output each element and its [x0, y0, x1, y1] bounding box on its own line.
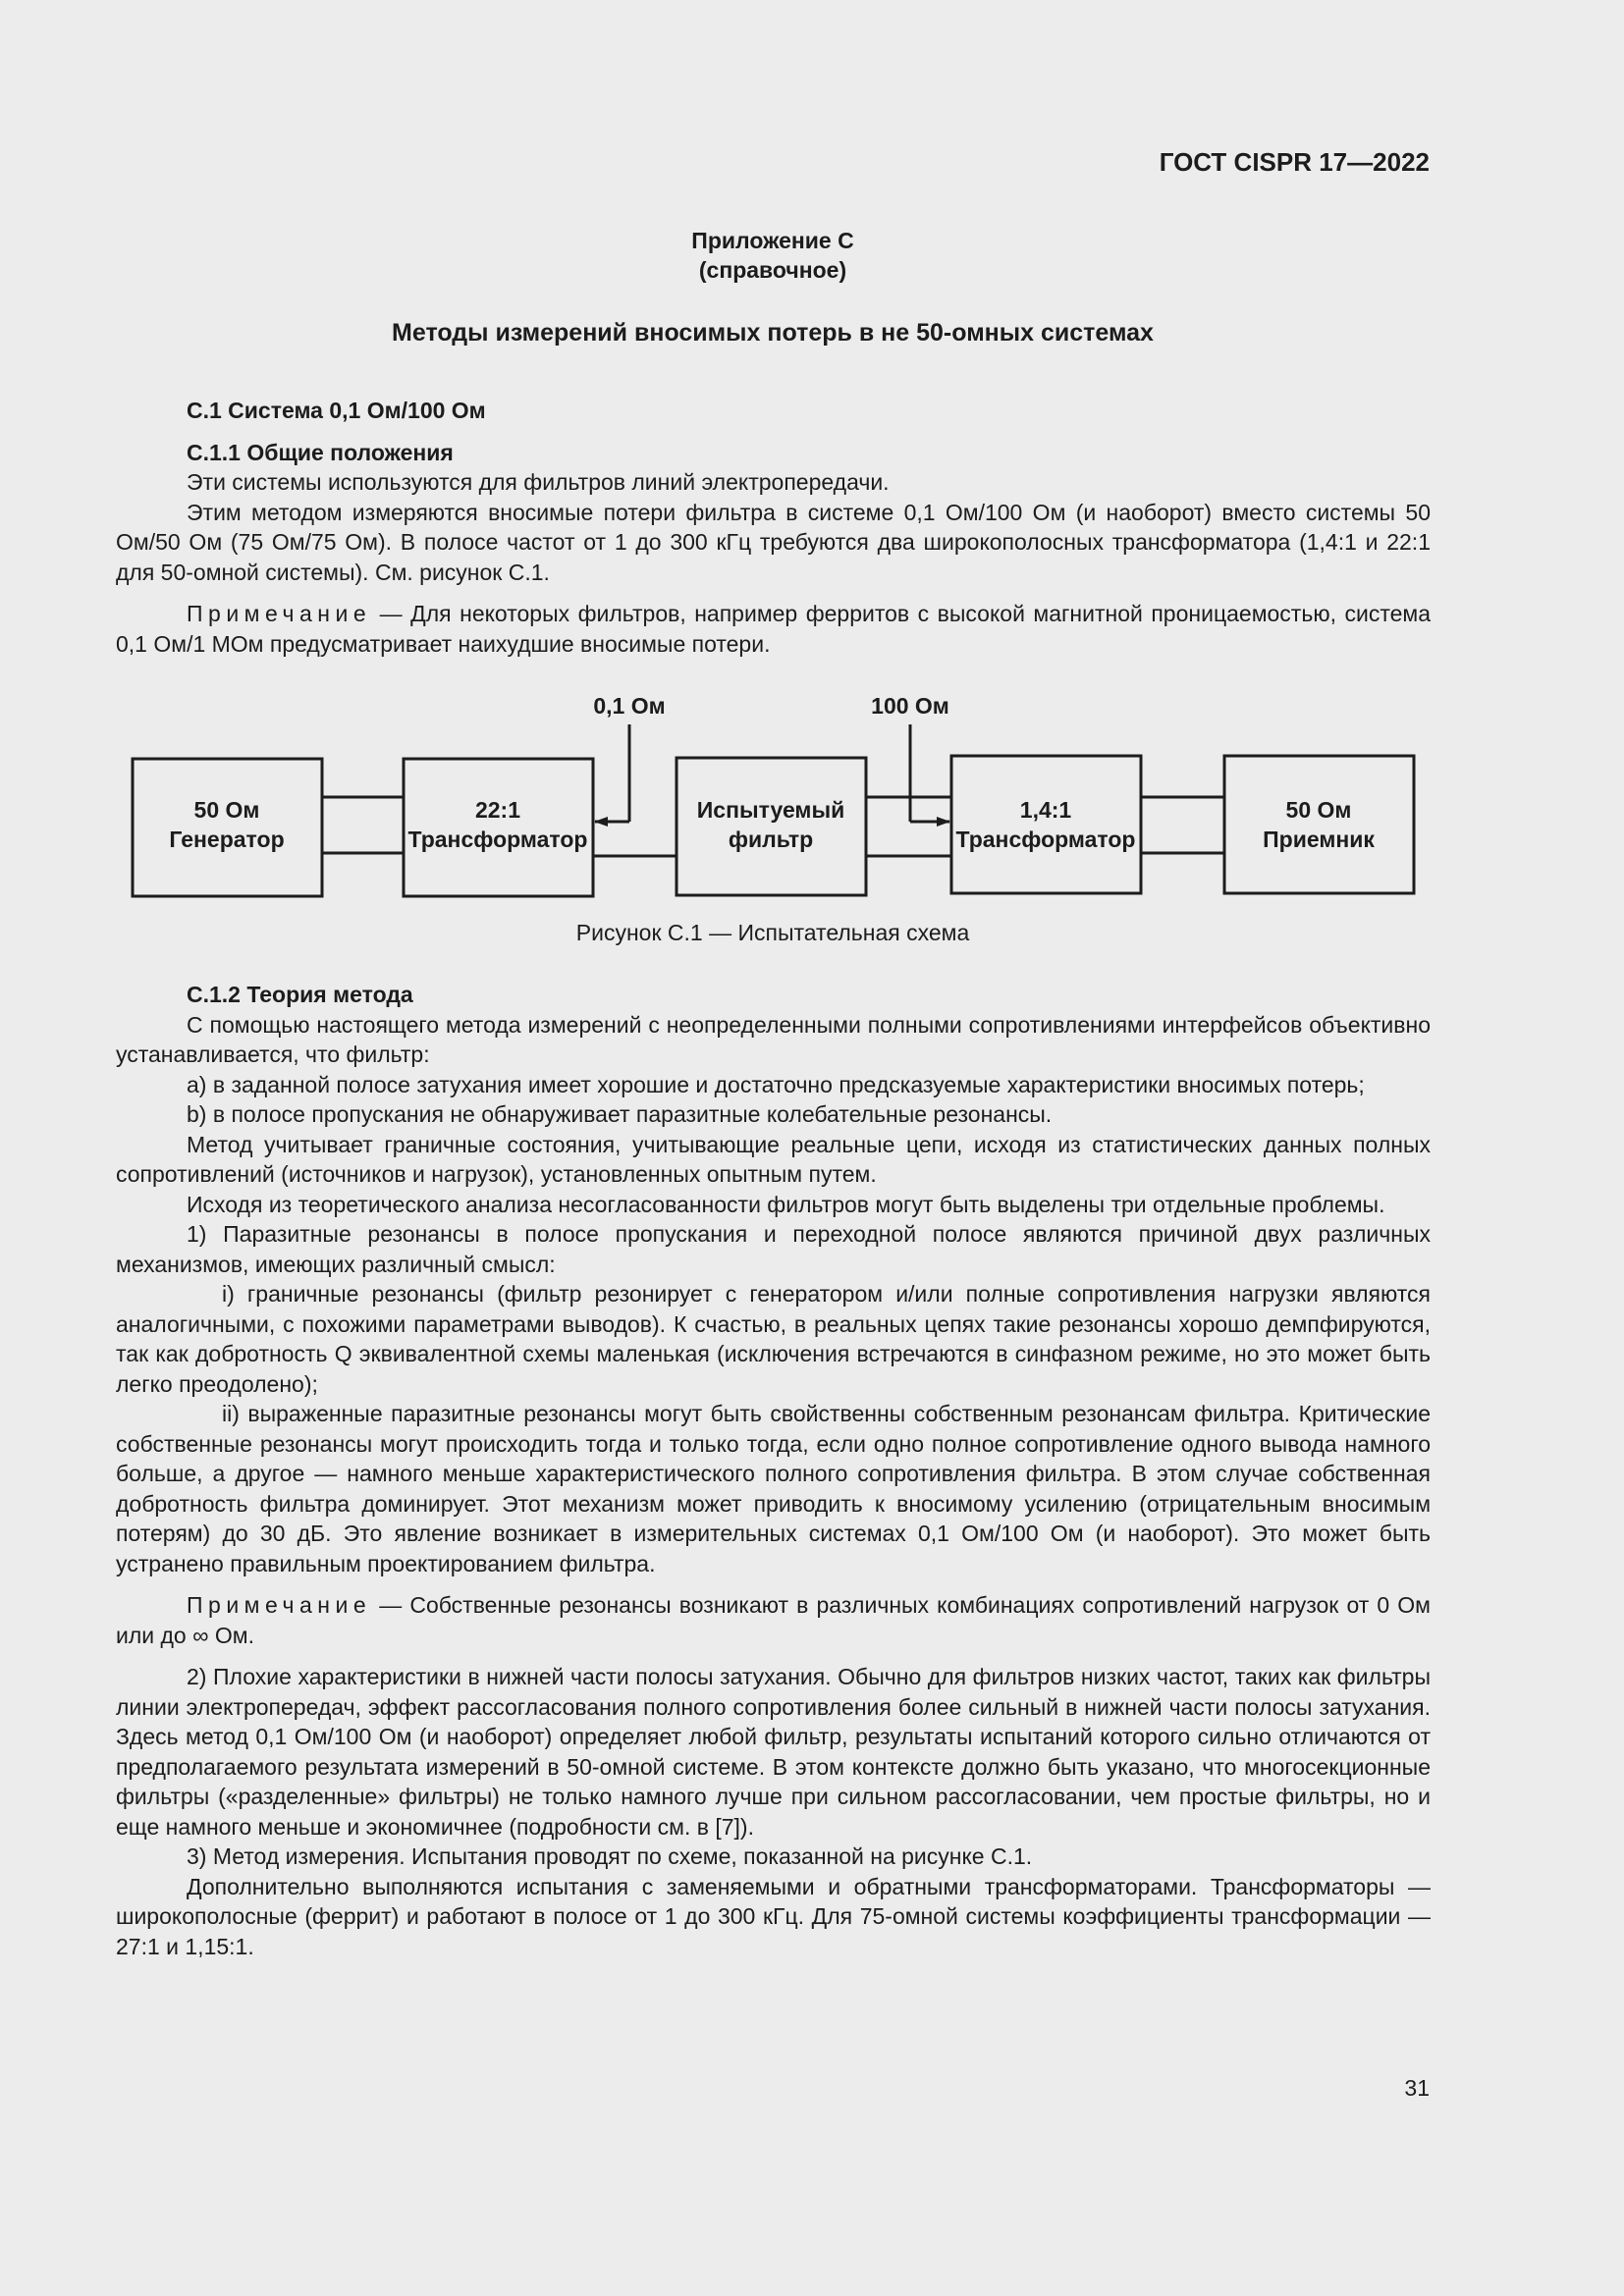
note-label: Примечание — [187, 1592, 372, 1618]
paragraph: Эти системы используются для фильтров линий электропередачи. — [187, 469, 890, 495]
subsection-heading: С.1.2 Теория метода — [187, 982, 413, 1007]
section-c1 — [116, 396, 1431, 659]
annex-title: Методы измерений вносимых потерь в не 50-омных системах — [392, 319, 1154, 347]
list-item: 2) Плохие характеристики в нижней части полосы затухания. Обычно для фильтров низких частот, таких как фильтры линии электропередач, эффект рассогласования полного сопротивления более сильный в нижней части полосы затухания. Здесь метод 0,1 Ом/100 Ом (и наоборот) определяет любой фильтр, результаты испытаний которого сильно отличаются от предполагаемого результата измерений в 50-омной системе. В этом контексте должно быть указано, что многосекционные фильтры («разделенные» фильтры) не только намного лучше при сильном рассогласовании, чем простые фильтры, но и еще намного меньше и экономичнее (подробности см. в [7]). — [116, 1664, 1431, 1840]
test-circuit-diagram — [0, 677, 1624, 913]
generator-label: Генератор — [169, 827, 285, 852]
subsection-heading: С.1.1 Общие положения — [187, 439, 454, 465]
note-text: — Собственные резонансы возникают в различных комбинациях сопротивлений нагрузок от 0 Ом или до ∞ Ом. — [116, 1592, 1431, 1648]
impedance-label-01: 0,1 Ом — [593, 693, 666, 719]
list-item: ii) выраженные паразитные резонансы могут быть свойственны собственным резонансам фильтра. Критические собственные резонансы могут происходить тогда и только тогда, если одно полное сопротивление одного вывода намного больше, а другое — намного меньше характеристического полного сопротивления фильтра. В этом случае собственная добротность фильтра доминирует. Этот механизм может приводить к вносимому усилению (отрицательным вносимым потерям) до 30 дБ. Это явление возникает в измерительных системах 0,1 Ом/100 Ом (и наоборот). Это может быть устранено правильным проектированием фильтра. — [116, 1401, 1431, 1576]
impedance-label-100: 100 Ом — [871, 693, 949, 719]
receiver-box — [1224, 756, 1414, 893]
paragraph: С помощью настоящего метода измерений с неопределенными полными сопротивлениями интерфейсов объективно устанавливается, что фильтр: — [116, 1011, 1431, 1067]
transformer-14-label: 1,4:1 — [1019, 797, 1072, 823]
dut-filter-label: фильтр — [728, 827, 814, 852]
list-item: a) в заданной полосе затухания имеет хорошие и достаточно предсказуемые характеристики вносимых потерь; — [187, 1071, 1365, 1097]
note — [116, 1590, 1431, 1650]
note — [116, 599, 1431, 659]
list-item: i) граничные резонансы (фильтр резонирует с генератором и/или полные сопротивления нагрузки являются аналогичными, с похожими параметрами выводов). К счастью, в реальных цепях такие резонансы хорошо демпфируются, так как добротность Q эквивалентной схемы маленькая (исключения встречаются в синфазном режиме, но это может быть легко преодолено); — [116, 1281, 1431, 1397]
list-item: 3) Метод измерения. Испытания проводят по схеме, показанной на рисунке С.1. — [187, 1843, 1033, 1869]
list-item: b) в полосе пропускания не обнаруживает паразитные колебательные резонансы. — [187, 1101, 1053, 1127]
dut-filter-label: Испытуемый — [696, 797, 845, 823]
standard-designation: ГОСТ CISPR 17—2022 — [1159, 147, 1430, 177]
annex-status: (справочное) — [698, 257, 847, 283]
note-label: Примечание — [187, 601, 372, 626]
receiver-label: 50 Ом — [1285, 797, 1352, 823]
transformer-22-label: Трансформатор — [407, 827, 588, 852]
generator-label: 50 Ом — [193, 797, 260, 823]
note-text: — Для некоторых фильтров, например ферритов с высокой магнитной проницаемостью, система 0,1 Ом/1 МОм предусматривает наихудшие вносимые потери. — [116, 601, 1431, 657]
paragraph: Метод учитывает граничные состояния, учитывающие реальные цепи, исходя из статистических данных полных сопротивлений (источников и нагрузок), установленных опытным путем. — [116, 1131, 1431, 1187]
paragraph: Исходя из теоретического анализа несогласованности фильтров могут быть выделены три отдельные проблемы. — [187, 1191, 1385, 1217]
transformer-14-box — [951, 756, 1141, 893]
receiver-label: Приемник — [1263, 827, 1375, 852]
paragraph: Дополнительно выполняются испытания с заменяемыми и обратными трансформаторами. Трансформаторы — широкополосные (феррит) и работают в полосе от 1 до 300 кГц. Для 75-омной системы коэффициенты трансформации — 27:1 и 1,15:1. — [116, 1873, 1431, 1959]
section-heading: С.1 Система 0,1 Ом/100 Ом — [187, 398, 486, 423]
section-c12 — [116, 980, 1431, 1961]
figure-caption: Рисунок С.1 — Испытательная схема — [575, 920, 970, 945]
paragraph: Этим методом измеряются вносимые потери фильтра в системе 0,1 Ом/100 Ом (и наоборот) вместо системы 50 Ом/50 Ом (75 Ом/75 Ом). В полосе частот от 1 до 300 кГц требуются два широкополосных трансформатора (1,4:1 и 22:1 для 50-омной системы). См. рисунок С.1. — [116, 499, 1431, 585]
transformer-22-label: 22:1 — [474, 797, 521, 823]
transformer-14-label: Трансформатор — [955, 827, 1136, 852]
list-item: 1) Паразитные резонансы в полосе пропускания и переходной полосе являются причиной двух различных механизмов, имеющих различный смысл: — [116, 1221, 1431, 1277]
page-number: 31 — [1404, 2075, 1430, 2101]
annex-label: Приложение С — [691, 228, 854, 253]
